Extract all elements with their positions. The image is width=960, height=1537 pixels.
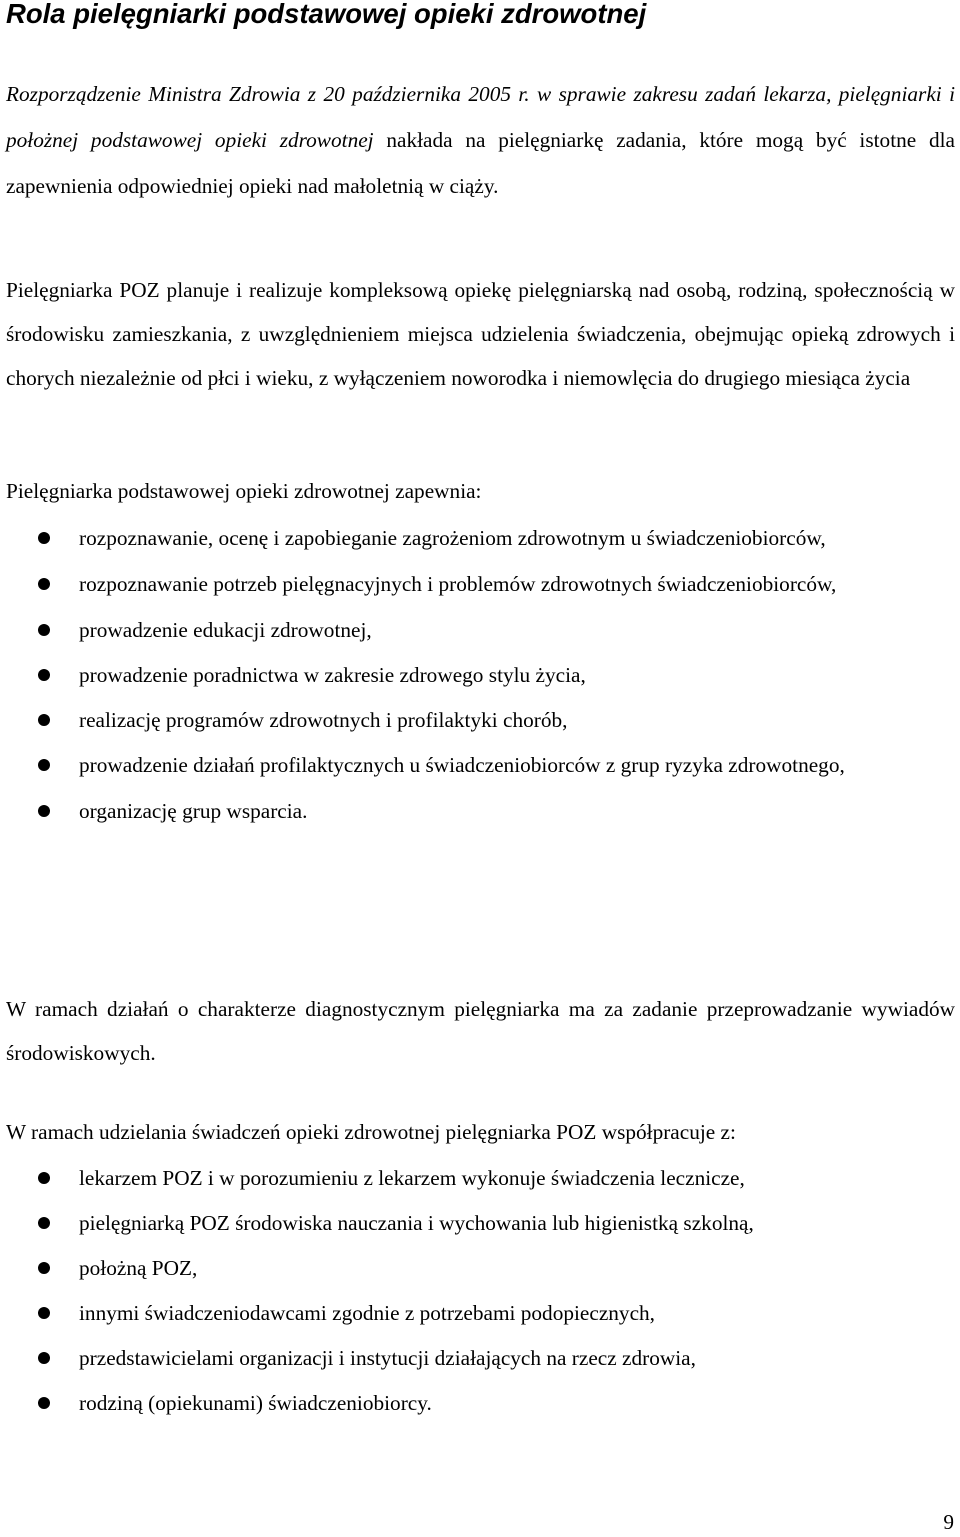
nurse-duties-list bbox=[0, 516, 960, 834]
poz-care-paragraph: Pielęgniarka POZ planuje i realizuje kompleksową opiekę pielęgniarską nad osobą, rodziną, społecznością w środowisku zamieszkania, z uwzględnieniem miejsca udzielenia świadczenia, obejmując opieką zdrowych i chorych niezależnie od płci i wieku, z wyłączeniem noworodka i niemowlęcia do drugiego miesiąca życia bbox=[6, 278, 955, 390]
bullet-icon bbox=[38, 759, 50, 771]
intro-paragraph bbox=[6, 71, 955, 209]
page-number: 9 bbox=[943, 1510, 954, 1534]
list-item bbox=[0, 789, 955, 833]
list-item bbox=[0, 1336, 955, 1380]
list-item bbox=[0, 562, 955, 606]
list-item-text: przedstawicielami organizacji i instytucji działających na rzecz zdrowia, bbox=[79, 1346, 696, 1370]
list-item-text: lekarzem POZ i w porozumieniu z lekarzem wykonuje świadczenia lecznicze, bbox=[79, 1166, 745, 1190]
list-item-text: realizację programów zdrowotnych i profilaktyki chorób, bbox=[79, 708, 568, 732]
list-item-text: rozpoznawanie potrzeb pielęgnacyjnych i problemów zdrowotnych świadczeniobiorców, bbox=[79, 572, 837, 596]
page-title: Rola pielęgniarki podstawowej opieki zdrowotnej bbox=[6, 0, 647, 29]
list-item-text: rodziną (opiekunami) świadczeniobiorcy. bbox=[79, 1391, 432, 1415]
list-item-text: pielęgniarką POZ środowiska nauczania i wychowania lub higienistką szkolną, bbox=[79, 1211, 754, 1235]
cooperation-list bbox=[0, 1156, 960, 1426]
list-item bbox=[0, 1156, 955, 1200]
list-item bbox=[0, 1201, 955, 1245]
intro-rest: nakłada na pielęgniarkę zadania, które mogą być istotne dla zapewnienia odpowiedniej opieki nad małoletnią w ciąży. bbox=[6, 128, 955, 198]
bullet-icon bbox=[38, 624, 50, 636]
list-item bbox=[0, 1246, 955, 1290]
regulation-citation: Rozporządzenie Ministra Zdrowia z 20 października 2005 r. w sprawie zakresu zadań lekarza, pielęgniarki i położnej podstawowej opieki zdrowotnej bbox=[6, 82, 955, 152]
list-item bbox=[0, 516, 955, 560]
bullet-icon bbox=[38, 532, 50, 544]
list-item bbox=[0, 608, 955, 652]
list-item-text: rozpoznawanie, ocenę i zapobieganie zagrożeniom zdrowotnym u świadczeniobiorców, bbox=[79, 526, 826, 550]
bullet-icon bbox=[38, 1262, 50, 1274]
list-item-text: prowadzenie edukacji zdrowotnej, bbox=[79, 618, 372, 642]
bullet-icon bbox=[38, 714, 50, 726]
list-item-text: prowadzenie poradnictwa w zakresie zdrowego stylu życia, bbox=[79, 663, 586, 687]
list-2-heading: W ramach udzielania świadczeń opieki zdrowotnej pielęgniarka POZ współpracuje z: bbox=[6, 1120, 736, 1144]
list-item bbox=[0, 653, 955, 697]
bullet-icon bbox=[38, 669, 50, 681]
list-item bbox=[0, 1381, 955, 1425]
list-item bbox=[0, 1291, 955, 1335]
list-item-text: organizację grup wsparcia. bbox=[79, 799, 308, 823]
list-item-text: położną POZ, bbox=[79, 1256, 198, 1280]
bullet-icon bbox=[38, 1307, 50, 1319]
list-item bbox=[0, 743, 955, 787]
list-item-text: innymi świadczeniodawcami zgodnie z potrzebami podopiecznych, bbox=[79, 1301, 655, 1325]
list-item-text: prowadzenie działań profilaktycznych u świadczeniobiorców z grup ryzyka zdrowotnego, bbox=[79, 753, 845, 777]
bullet-icon bbox=[38, 578, 50, 590]
bullet-icon bbox=[38, 1172, 50, 1184]
list-1-heading: Pielęgniarka podstawowej opieki zdrowotnej zapewnia: bbox=[6, 479, 482, 503]
bullet-icon bbox=[38, 1217, 50, 1229]
diagnostic-paragraph: W ramach działań o charakterze diagnostycznym pielęgniarka ma za zadanie przeprowadzanie wywiadów środowiskowych. bbox=[6, 997, 955, 1065]
bullet-icon bbox=[38, 805, 50, 817]
bullet-icon bbox=[38, 1397, 50, 1409]
bullet-icon bbox=[38, 1352, 50, 1364]
list-item bbox=[0, 698, 955, 742]
